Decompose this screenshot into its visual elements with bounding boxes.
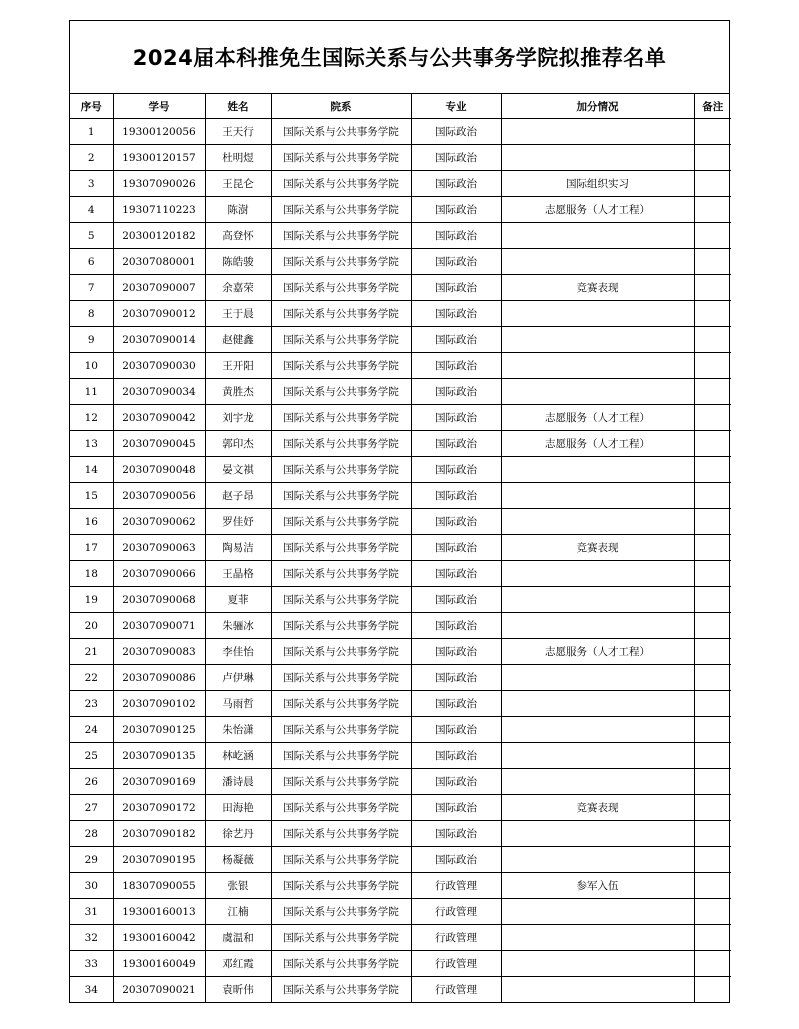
cell-department: 国际关系与公共事务学院 (271, 197, 411, 223)
cell-bonus (501, 899, 694, 925)
table-row (70, 457, 731, 483)
cell-remarks (694, 925, 731, 951)
table-row (70, 301, 731, 327)
cell-major: 国际政治 (411, 743, 501, 769)
cell-department: 国际关系与公共事务学院 (271, 327, 411, 353)
cell-student-id: 20307090169 (113, 769, 205, 795)
cell-department: 国际关系与公共事务学院 (271, 951, 411, 977)
cell-name: 王开阳 (205, 353, 271, 379)
table-row (70, 171, 731, 197)
cell-remarks (694, 769, 731, 795)
cell-major: 行政管理 (411, 977, 501, 1003)
cell-remarks (694, 743, 731, 769)
table-row (70, 613, 731, 639)
table-row (70, 197, 731, 223)
table-row (70, 795, 731, 821)
cell-major: 国际政治 (411, 847, 501, 873)
cell-major: 国际政治 (411, 613, 501, 639)
cell-index: 8 (70, 301, 113, 327)
cell-bonus: 竞赛表现 (501, 795, 694, 821)
cell-department: 国际关系与公共事务学院 (271, 405, 411, 431)
cell-student-id: 20307090195 (113, 847, 205, 873)
cell-index: 28 (70, 821, 113, 847)
cell-name: 王晶格 (205, 561, 271, 587)
cell-major: 国际政治 (411, 301, 501, 327)
cell-bonus (501, 223, 694, 249)
table-row (70, 639, 731, 665)
cell-major: 国际政治 (411, 145, 501, 171)
cell-bonus: 志愿服务（人才工程） (501, 431, 694, 457)
cell-department: 国际关系与公共事务学院 (271, 899, 411, 925)
cell-index: 11 (70, 379, 113, 405)
cell-index: 32 (70, 925, 113, 951)
cell-name: 赵子昂 (205, 483, 271, 509)
cell-major: 国际政治 (411, 457, 501, 483)
cell-index: 3 (70, 171, 113, 197)
cell-student-id: 20307090086 (113, 665, 205, 691)
table-row (70, 977, 731, 1003)
cell-name: 高登怀 (205, 223, 271, 249)
cell-major: 国际政治 (411, 171, 501, 197)
cell-bonus (501, 665, 694, 691)
cell-index: 27 (70, 795, 113, 821)
cell-major: 国际政治 (411, 665, 501, 691)
cell-name: 陈皓骏 (205, 249, 271, 275)
cell-index: 15 (70, 483, 113, 509)
cell-name: 朱骊冰 (205, 613, 271, 639)
table-row (70, 223, 731, 249)
cell-department: 国际关系与公共事务学院 (271, 353, 411, 379)
cell-major: 国际政治 (411, 821, 501, 847)
table-row (70, 431, 731, 457)
cell-student-id: 20307090012 (113, 301, 205, 327)
cell-bonus (501, 483, 694, 509)
cell-name: 江楠 (205, 899, 271, 925)
cell-remarks (694, 847, 731, 873)
cell-index: 6 (70, 249, 113, 275)
cell-major: 国际政治 (411, 587, 501, 613)
cell-bonus: 竞赛表现 (501, 275, 694, 301)
cell-department: 国际关系与公共事务学院 (271, 925, 411, 951)
cell-name: 余嘉荣 (205, 275, 271, 301)
table-row (70, 327, 731, 353)
cell-name: 马雨哲 (205, 691, 271, 717)
cell-remarks (694, 977, 731, 1003)
table-row (70, 743, 731, 769)
cell-major: 行政管理 (411, 951, 501, 977)
cell-student-id: 20307090056 (113, 483, 205, 509)
cell-remarks (694, 405, 731, 431)
cell-bonus (501, 717, 694, 743)
cell-student-id: 20307090062 (113, 509, 205, 535)
cell-index: 21 (70, 639, 113, 665)
cell-bonus (501, 613, 694, 639)
cell-student-id: 20300120182 (113, 223, 205, 249)
cell-department: 国际关系与公共事务学院 (271, 847, 411, 873)
cell-student-id: 19307090026 (113, 171, 205, 197)
cell-student-id: 20307090135 (113, 743, 205, 769)
cell-department: 国际关系与公共事务学院 (271, 535, 411, 561)
cell-remarks (694, 457, 731, 483)
cell-index: 16 (70, 509, 113, 535)
cell-department: 国际关系与公共事务学院 (271, 171, 411, 197)
cell-bonus (501, 301, 694, 327)
table-row (70, 535, 731, 561)
cell-remarks (694, 197, 731, 223)
cell-index: 26 (70, 769, 113, 795)
table-row (70, 119, 731, 145)
cell-department: 国际关系与公共事务学院 (271, 769, 411, 795)
cell-name: 朱怡潇 (205, 717, 271, 743)
cell-bonus: 竞赛表现 (501, 535, 694, 561)
cell-bonus (501, 769, 694, 795)
cell-name: 王于晨 (205, 301, 271, 327)
cell-remarks (694, 275, 731, 301)
cell-major: 国际政治 (411, 223, 501, 249)
cell-name: 王昆仑 (205, 171, 271, 197)
header-row (70, 94, 731, 119)
cell-bonus (501, 457, 694, 483)
cell-major: 国际政治 (411, 327, 501, 353)
cell-index: 23 (70, 691, 113, 717)
cell-major: 行政管理 (411, 899, 501, 925)
cell-remarks (694, 899, 731, 925)
table-body (70, 119, 731, 1003)
cell-name: 晏文祺 (205, 457, 271, 483)
cell-name: 杜明煜 (205, 145, 271, 171)
cell-major: 国际政治 (411, 717, 501, 743)
cell-department: 国际关系与公共事务学院 (271, 119, 411, 145)
cell-bonus (501, 249, 694, 275)
cell-remarks (694, 145, 731, 171)
cell-remarks (694, 613, 731, 639)
cell-student-id: 19300160049 (113, 951, 205, 977)
cell-index: 17 (70, 535, 113, 561)
cell-bonus: 志愿服务（人才工程） (501, 197, 694, 223)
table-row (70, 405, 731, 431)
table-row (70, 509, 731, 535)
cell-major: 国际政治 (411, 405, 501, 431)
cell-index: 20 (70, 613, 113, 639)
cell-remarks (694, 587, 731, 613)
cell-remarks (694, 665, 731, 691)
cell-student-id: 20307090030 (113, 353, 205, 379)
cell-name: 林屹涵 (205, 743, 271, 769)
table-row (70, 483, 731, 509)
cell-major: 国际政治 (411, 769, 501, 795)
cell-index: 22 (70, 665, 113, 691)
cell-student-id: 20307090182 (113, 821, 205, 847)
cell-index: 10 (70, 353, 113, 379)
cell-remarks (694, 171, 731, 197)
table-row (70, 847, 731, 873)
cell-student-id: 20307080001 (113, 249, 205, 275)
cell-student-id: 20307090102 (113, 691, 205, 717)
cell-major: 国际政治 (411, 639, 501, 665)
cell-major: 国际政治 (411, 249, 501, 275)
cell-bonus: 志愿服务（人才工程） (501, 405, 694, 431)
cell-department: 国际关系与公共事务学院 (271, 509, 411, 535)
cell-bonus: 志愿服务（人才工程） (501, 639, 694, 665)
cell-remarks (694, 301, 731, 327)
cell-department: 国际关系与公共事务学院 (271, 457, 411, 483)
cell-student-id: 20307090063 (113, 535, 205, 561)
cell-department: 国际关系与公共事务学院 (271, 873, 411, 899)
cell-major: 国际政治 (411, 353, 501, 379)
cell-department: 国际关系与公共事务学院 (271, 977, 411, 1003)
cell-name: 邓红霞 (205, 951, 271, 977)
cell-remarks (694, 119, 731, 145)
table-row (70, 665, 731, 691)
cell-remarks (694, 535, 731, 561)
cell-remarks (694, 795, 731, 821)
cell-department: 国际关系与公共事务学院 (271, 145, 411, 171)
cell-student-id: 19300120157 (113, 145, 205, 171)
cell-name: 黄胜杰 (205, 379, 271, 405)
cell-student-id: 18307090055 (113, 873, 205, 899)
cell-student-id: 20307090048 (113, 457, 205, 483)
table-row (70, 561, 731, 587)
cell-index: 5 (70, 223, 113, 249)
cell-bonus (501, 821, 694, 847)
cell-remarks (694, 821, 731, 847)
cell-major: 国际政治 (411, 795, 501, 821)
cell-index: 30 (70, 873, 113, 899)
cell-bonus (501, 951, 694, 977)
cell-student-id: 19300160013 (113, 899, 205, 925)
table-row (70, 275, 731, 301)
cell-student-id: 20307090042 (113, 405, 205, 431)
cell-department: 国际关系与公共事务学院 (271, 691, 411, 717)
column-header-name: 姓名 (205, 94, 271, 119)
cell-student-id: 19307110223 (113, 197, 205, 223)
cell-index: 1 (70, 119, 113, 145)
column-header-student-id: 学号 (113, 94, 205, 119)
cell-name: 郭印杰 (205, 431, 271, 457)
cell-bonus (501, 561, 694, 587)
cell-name: 罗佳妤 (205, 509, 271, 535)
cell-bonus (501, 587, 694, 613)
table-row (70, 717, 731, 743)
table-row (70, 691, 731, 717)
cell-index: 19 (70, 587, 113, 613)
cell-name: 陶易洁 (205, 535, 271, 561)
cell-student-id: 20307090125 (113, 717, 205, 743)
cell-index: 24 (70, 717, 113, 743)
table-row (70, 769, 731, 795)
cell-department: 国际关系与公共事务学院 (271, 249, 411, 275)
column-header-department: 院系 (271, 94, 411, 119)
table-row (70, 353, 731, 379)
cell-bonus (501, 327, 694, 353)
cell-index: 2 (70, 145, 113, 171)
cell-index: 12 (70, 405, 113, 431)
cell-major: 国际政治 (411, 483, 501, 509)
cell-bonus: 参军入伍 (501, 873, 694, 899)
cell-name: 虞温和 (205, 925, 271, 951)
cell-student-id: 20307090071 (113, 613, 205, 639)
cell-department: 国际关系与公共事务学院 (271, 379, 411, 405)
cell-student-id: 20307090014 (113, 327, 205, 353)
cell-name: 卢伊琳 (205, 665, 271, 691)
candidate-table (70, 94, 731, 1002)
cell-student-id: 20307090045 (113, 431, 205, 457)
cell-bonus (501, 119, 694, 145)
table-row (70, 925, 731, 951)
cell-index: 13 (70, 431, 113, 457)
cell-department: 国际关系与公共事务学院 (271, 223, 411, 249)
cell-name: 陈澍 (205, 197, 271, 223)
cell-major: 国际政治 (411, 197, 501, 223)
cell-bonus (501, 379, 694, 405)
cell-major: 国际政治 (411, 509, 501, 535)
cell-department: 国际关系与公共事务学院 (271, 483, 411, 509)
cell-name: 杨凝薇 (205, 847, 271, 873)
cell-remarks (694, 223, 731, 249)
cell-remarks (694, 327, 731, 353)
table-row (70, 899, 731, 925)
cell-name: 潘诗晨 (205, 769, 271, 795)
cell-department: 国际关系与公共事务学院 (271, 275, 411, 301)
cell-bonus (501, 977, 694, 1003)
cell-name: 张银 (205, 873, 271, 899)
cell-bonus (501, 743, 694, 769)
table-row (70, 249, 731, 275)
cell-major: 国际政治 (411, 431, 501, 457)
cell-major: 行政管理 (411, 925, 501, 951)
cell-name: 赵健鑫 (205, 327, 271, 353)
cell-index: 25 (70, 743, 113, 769)
cell-department: 国际关系与公共事务学院 (271, 665, 411, 691)
cell-department: 国际关系与公共事务学院 (271, 821, 411, 847)
cell-bonus (501, 509, 694, 535)
recommendation-list-sheet (69, 20, 730, 1003)
cell-index: 33 (70, 951, 113, 977)
cell-remarks (694, 483, 731, 509)
cell-bonus (501, 691, 694, 717)
cell-name: 王天行 (205, 119, 271, 145)
cell-remarks (694, 249, 731, 275)
cell-remarks (694, 873, 731, 899)
cell-remarks (694, 509, 731, 535)
cell-name: 李佳怡 (205, 639, 271, 665)
cell-index: 18 (70, 561, 113, 587)
cell-index: 34 (70, 977, 113, 1003)
cell-department: 国际关系与公共事务学院 (271, 795, 411, 821)
cell-index: 9 (70, 327, 113, 353)
cell-student-id: 19300120056 (113, 119, 205, 145)
cell-student-id: 20307090172 (113, 795, 205, 821)
table-row (70, 821, 731, 847)
cell-remarks (694, 717, 731, 743)
table-row (70, 873, 731, 899)
cell-department: 国际关系与公共事务学院 (271, 717, 411, 743)
cell-major: 行政管理 (411, 873, 501, 899)
cell-bonus (501, 353, 694, 379)
cell-remarks (694, 691, 731, 717)
cell-index: 4 (70, 197, 113, 223)
cell-major: 国际政治 (411, 691, 501, 717)
column-header-major: 专业 (411, 94, 501, 119)
cell-major: 国际政治 (411, 379, 501, 405)
table-row (70, 145, 731, 171)
cell-student-id: 20307090007 (113, 275, 205, 301)
cell-student-id: 20307090034 (113, 379, 205, 405)
cell-major: 国际政治 (411, 561, 501, 587)
cell-remarks (694, 431, 731, 457)
cell-remarks (694, 561, 731, 587)
cell-student-id: 20307090083 (113, 639, 205, 665)
cell-remarks (694, 639, 731, 665)
cell-department: 国际关系与公共事务学院 (271, 613, 411, 639)
cell-major: 国际政治 (411, 275, 501, 301)
cell-department: 国际关系与公共事务学院 (271, 431, 411, 457)
cell-bonus (501, 925, 694, 951)
cell-bonus (501, 847, 694, 873)
cell-name: 夏菲 (205, 587, 271, 613)
cell-name: 徐艺丹 (205, 821, 271, 847)
cell-student-id: 20307090021 (113, 977, 205, 1003)
column-header-index: 序号 (70, 94, 113, 119)
cell-student-id: 20307090068 (113, 587, 205, 613)
cell-index: 7 (70, 275, 113, 301)
table-header (70, 94, 731, 119)
table-row (70, 951, 731, 977)
cell-major: 国际政治 (411, 119, 501, 145)
column-header-remarks: 备注 (694, 94, 731, 119)
cell-department: 国际关系与公共事务学院 (271, 301, 411, 327)
table-row (70, 379, 731, 405)
cell-remarks (694, 379, 731, 405)
cell-department: 国际关系与公共事务学院 (271, 561, 411, 587)
cell-major: 国际政治 (411, 535, 501, 561)
cell-bonus (501, 145, 694, 171)
cell-student-id: 19300160042 (113, 925, 205, 951)
cell-name: 袁昕伟 (205, 977, 271, 1003)
cell-student-id: 20307090066 (113, 561, 205, 587)
column-header-bonus: 加分情况 (501, 94, 694, 119)
table-row (70, 587, 731, 613)
cell-index: 31 (70, 899, 113, 925)
cell-department: 国际关系与公共事务学院 (271, 743, 411, 769)
cell-index: 14 (70, 457, 113, 483)
cell-remarks (694, 951, 731, 977)
cell-department: 国际关系与公共事务学院 (271, 639, 411, 665)
cell-index: 29 (70, 847, 113, 873)
cell-name: 田海艳 (205, 795, 271, 821)
cell-name: 刘宇龙 (205, 405, 271, 431)
cell-department: 国际关系与公共事务学院 (271, 587, 411, 613)
document-title: 2024届本科推免生国际关系与公共事务学院拟推荐名单 (70, 21, 729, 94)
cell-remarks (694, 353, 731, 379)
cell-bonus: 国际组织实习 (501, 171, 694, 197)
